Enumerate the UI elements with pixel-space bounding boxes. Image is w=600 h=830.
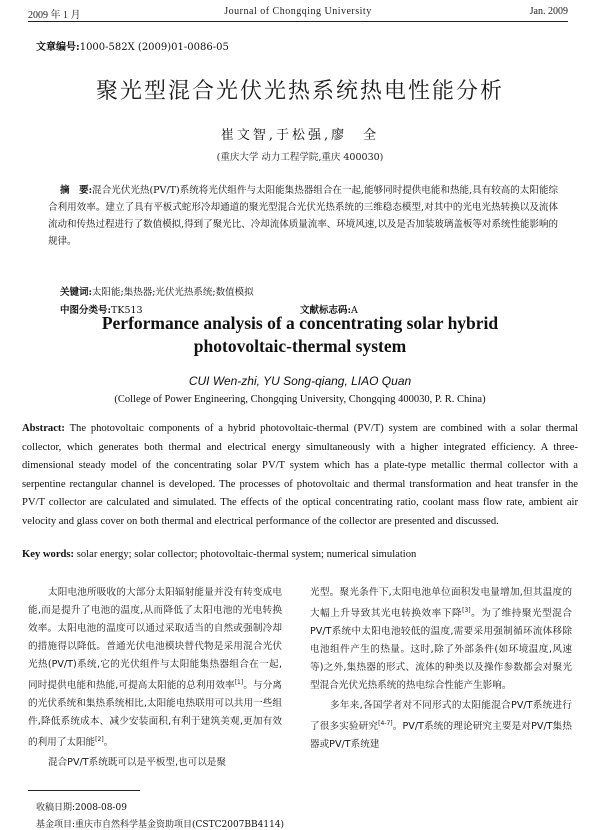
- body-column-left: [28, 584, 282, 772]
- chinese-title: 聚光型混合光伏光热系统热电性能分析: [95, 79, 504, 104]
- body-text: 光型。聚光条件下,太阳电池单位面积发电量增加,但其温度的大幅上升导致其光电转换效率下降: [310, 587, 572, 620]
- english-title-line-1: Performance analysis of a concentrating solar hybrid: [101, 313, 499, 333]
- body-text: 。: [103, 737, 114, 749]
- body-paragraph: [310, 584, 572, 695]
- english-abstract: [22, 420, 578, 532]
- footnote-rule: [28, 790, 140, 791]
- running-head-journal: Journal of Chongqing University: [224, 6, 372, 17]
- article-number: [36, 38, 229, 53]
- document-code-value: A: [351, 305, 358, 316]
- english-title: [0, 312, 600, 358]
- chinese-authors: 崔文智,于松强,廖 全: [220, 128, 380, 143]
- citation: [3]: [462, 607, 471, 614]
- running-head-date-en: Jan. 2009: [529, 6, 568, 17]
- english-title-line-2: photovoltaic-thermal system: [193, 336, 407, 356]
- body-text: 多年来,各国学者对不同形式的太阳能混合PV/T系统进行了很多实验研究: [310, 700, 572, 733]
- english-affiliation: (College of Power Engineering, Chongqing University, Chongqing 400030, P. R. China): [114, 394, 486, 405]
- english-keywords: [22, 549, 578, 560]
- footnote-fund: 基金项目:重庆市自然科学基金资助项目(CSTC2007BB4114): [36, 820, 285, 830]
- chinese-keywords: [60, 284, 254, 298]
- chinese-keywords-label: 关键词:: [60, 287, 93, 298]
- body-paragraph: [28, 584, 282, 752]
- classification-label: 中图分类号:: [60, 305, 112, 316]
- article-number-value: 1000-582X (2009)01-0086-05: [79, 42, 229, 53]
- chinese-abstract: [48, 182, 558, 250]
- body-column-right: [310, 584, 572, 754]
- body-text: 太阳电池所吸收的大部分太阳辐射能量并没有转变成电能,而是提升了电池的温度,从而降低了太阳电池的光电转换效率。太阳电池的温度可以通过采取适当的自然或强制冷却的措施得以降低。普通光伏电池模块替代物是采用混合光伏光热(PV/T)系统,它的光伏组件与太阳能集热器组合在一起,同时提供电能和热能,可提高太阳能的总利用效率: [28, 587, 282, 692]
- english-authors: CUI Wen-zhi, YU Song-qiang, LIAO Quan: [188, 374, 412, 388]
- citation: [2]: [95, 736, 104, 744]
- citation: [4-7]: [378, 720, 393, 728]
- footnote-received-date: 收稿日期:2008-08-09: [36, 803, 127, 813]
- body-text: 。为了维持聚光型混合PV/T系统中太阳电池较低的温度,需要采用强制循环流体移除电池组件产生的热量。这时,除了外部条件(如环境温度,风速等)之外,集热器的形式、流体的种类以及操作参数都会对聚光型混合光伏光热系统的热电综合性能产生影响。: [310, 608, 573, 692]
- body-paragraph: 混合PV/T系统既可以是平板型,也可以是聚: [48, 757, 226, 769]
- chinese-affiliation: (重庆大学 动力工程学院,重庆 400030): [216, 152, 384, 163]
- running-head: [28, 6, 568, 20]
- english-abstract-text: The photovoltaic components of a hybrid photovoltaic-thermal (PV/T) system are combined with a solar thermal collector, which generates both thermal and electrical energy simultaneously with a higher integrated efficiency. A three-dimensional steady model of the concentrating solar PV/T system which has a plate-type metallic thermal collector with a serpentine rectangular channel is developed. The processes of photovoltaic and thermal transformation and heat transfer in the PV/T collector are calculated and simulated. The effects of the optical concentrating ratio, coolant mass flow rate, ambient air velocity and glass cover on both thermal and electrical performance of the collector are presented and discussed.: [22, 423, 578, 527]
- header-rule: [28, 21, 568, 22]
- english-keywords-label: Key words:: [22, 549, 75, 560]
- classification-value: TK513: [111, 305, 143, 316]
- body-paragraph: [310, 697, 572, 754]
- body-text: 。PV/T系统的理论研究主要是对PV/T集热器或PV/T系统建: [310, 721, 572, 751]
- chinese-abstract-label: 摘 要:: [60, 185, 93, 196]
- running-head-date: 2009 年 1 月: [28, 10, 81, 21]
- chinese-keywords-text: 太阳能;集热器;光伏光热系统;数值模拟: [92, 287, 254, 298]
- chinese-abstract-text: 混合光伏光热(PV/T)系统将光伏组件与太阳能集热器组合在一起,能够同时提供电能和热能,具有较高的太阳能综合利用效率。建立了具有平板式蛇形冷却通道的聚光型混合光伏光热系统的三维稳态模型,对其中的光电光热转换以及流体流动和传热过程进行了数值模拟,得到了聚光比、冷却流体质量流率、环境风速,以及是否加装玻璃盖板等对系统性能影响的规律。: [48, 185, 558, 247]
- english-keywords-text: solar energy; solar collector; photovoltaic-thermal system; numerical simulation: [76, 549, 417, 560]
- body-text: 。与分离的光伏系统和集热系统相比,太阳能电热联用可以共用一些组件,降低系统成本、减少安装面积,有利于建筑美观,更加有效的利用了太阳能: [28, 680, 282, 749]
- english-abstract-label: Abstract:: [22, 423, 65, 434]
- citation: [1]: [234, 679, 244, 686]
- article-number-label: 文章编号:: [36, 42, 80, 53]
- document-code-label: 文献标志码:: [300, 305, 352, 316]
